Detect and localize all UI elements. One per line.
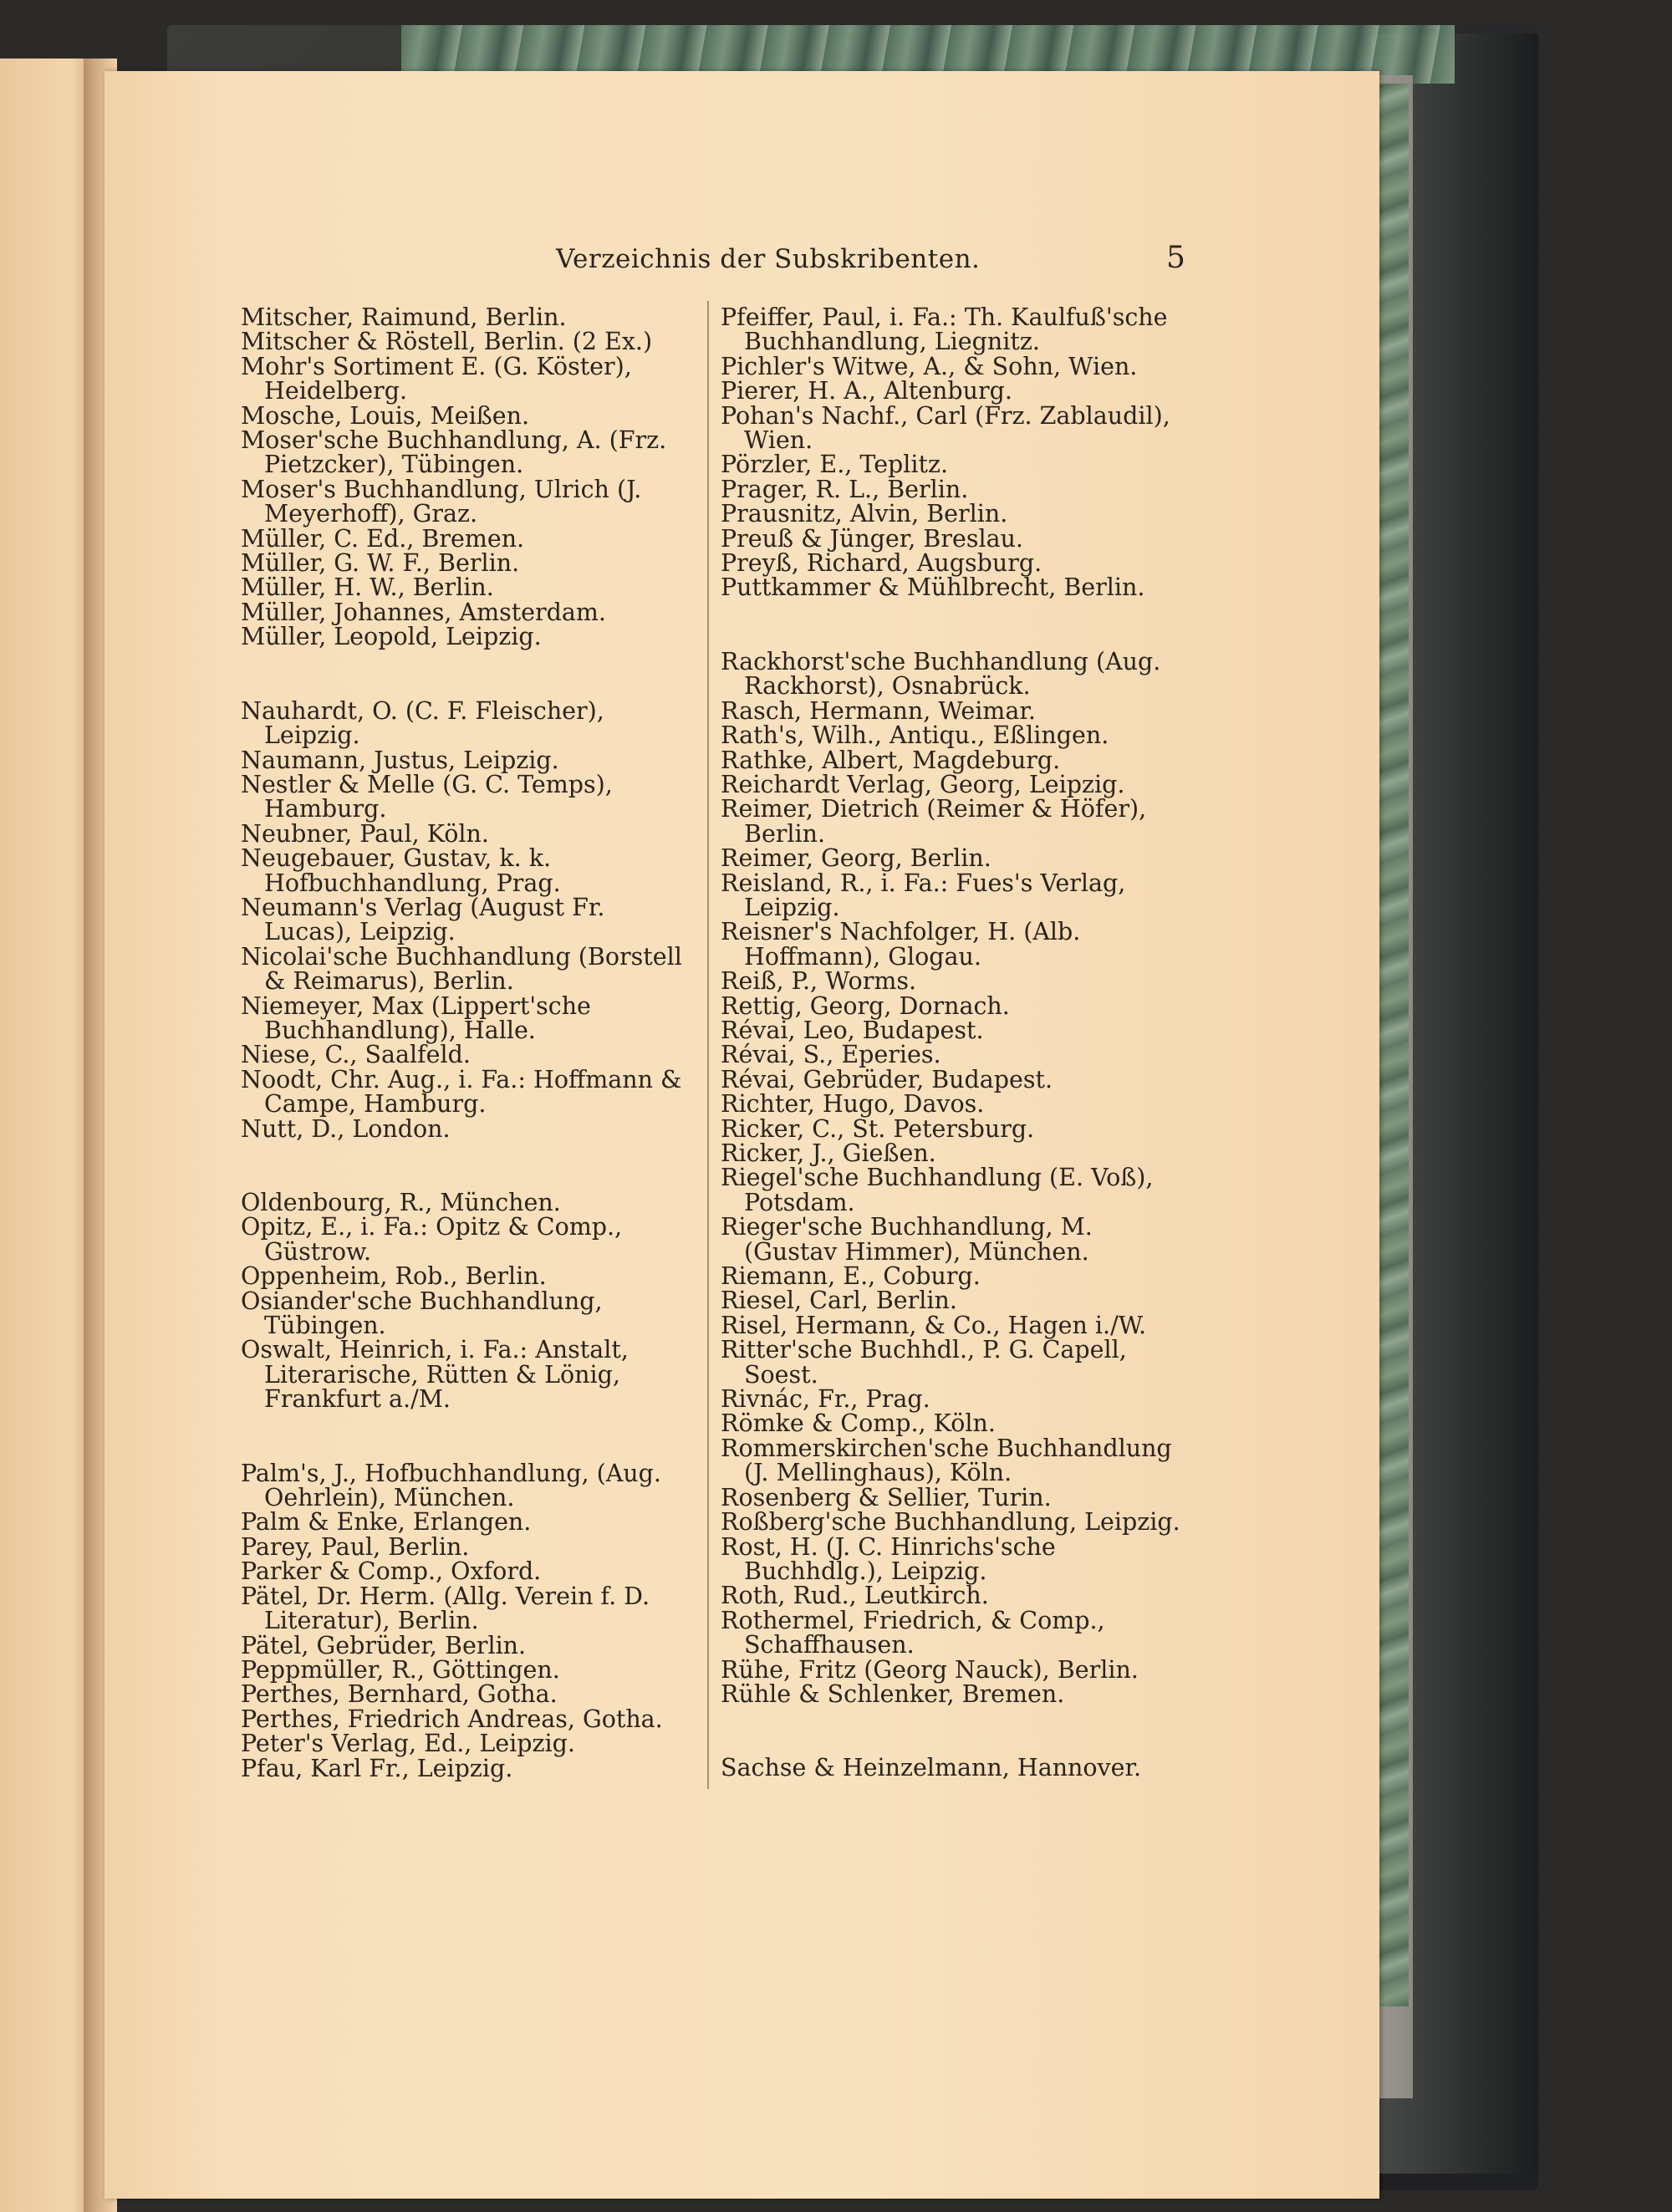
subscriber-entry: Puttkammer & Mühlbrecht, Berlin. <box>721 573 1145 602</box>
right-column <box>721 305 1193 1781</box>
subscriber-entry: Osiander'sche Buchhandlung, Tübingen. <box>241 1287 603 1340</box>
subscriber-entry: Parker & Comp., Oxford. <box>241 1557 542 1586</box>
subscriber-entry: Peter's Verlag, Ed., Leipzig. <box>241 1730 575 1758</box>
subscriber-entry: Rothermel, Friedrich, & Comp., Schaffhausen. <box>721 1606 1105 1659</box>
subscriber-entry: Richter, Hugo, Davos. <box>721 1090 985 1119</box>
subscriber-entry: Niese, C., Saalfeld. <box>241 1041 471 1069</box>
column-divider <box>707 301 709 1789</box>
subscriber-entry: Neubner, Paul, Köln. <box>241 819 489 848</box>
subscriber-entry: Riemann, E., Coburg. <box>721 1262 981 1291</box>
subscriber-entry: Müller, Johannes, Amsterdam. <box>241 598 606 626</box>
subscriber-entry: Neugebauer, Gustav, k. k. Hofbuchhandlung, Prag. <box>241 844 561 897</box>
subscriber-entry: Prager, R. L., Berlin. <box>721 475 969 503</box>
subscriber-entry: Riesel, Carl, Berlin. <box>721 1287 957 1315</box>
subscriber-entry: Perthes, Friedrich Andreas, Gotha. <box>241 1705 663 1733</box>
subscriber-entry: Perthes, Bernhard, Gotha. <box>241 1680 558 1709</box>
subscriber-entry: Pierer, H. A., Altenburg. <box>721 377 1012 405</box>
subscriber-entry: Opitz, E., i. Fa.: Opitz & Comp., Güstrow. <box>241 1213 623 1266</box>
subscriber-entry: Pätel, Gebrüder, Berlin. <box>241 1631 527 1659</box>
subscriber-entry: Rathke, Albert, Magdeburg. <box>721 746 1061 774</box>
subscriber-entry: Révai, S., Eperies. <box>721 1041 941 1069</box>
subscriber-entry: Reimer, Georg, Berlin. <box>721 844 991 873</box>
subscriber-entry: Riegel'sche Buchhandlung (E. Voß), Potsdam. <box>721 1164 1154 1216</box>
subscriber-entry: Reisland, R., i. Fa.: Fues's Verlag, Leipzig. <box>721 869 1126 921</box>
subscriber-entry: Müller, G. W. F., Berlin. <box>241 549 520 578</box>
subscriber-entry: Risel, Hermann, & Co., Hagen i./W. <box>721 1311 1147 1339</box>
subscriber-entry: Oswalt, Heinrich, i. Fa.: Anstalt, Literarische, Rütten & Lönig, Frankfurt a./M. <box>241 1336 629 1414</box>
section-gap <box>241 650 696 699</box>
section-gap <box>721 1706 1193 1756</box>
subscriber-entry: Ricker, J., Gießen. <box>721 1139 936 1167</box>
subscriber-entry: Rühe, Fritz (Georg Nauck), Berlin. <box>721 1655 1139 1684</box>
subscriber-entry: Reiß, P., Worms. <box>721 967 917 996</box>
section-gap <box>241 1141 696 1190</box>
subscriber-entry: Peppmüller, R., Göttingen. <box>241 1655 560 1684</box>
subscriber-entry: Parey, Paul, Berlin. <box>241 1532 470 1561</box>
subscriber-entry: Pfau, Karl Fr., Leipzig. <box>241 1754 513 1782</box>
subscriber-entry: Reichardt Verlag, Georg, Leipzig. <box>721 770 1125 798</box>
page-number: 5 <box>1166 241 1185 275</box>
page-header: Verzeichnis der Subskribenten. <box>556 244 981 274</box>
subscriber-entry: Neumann's Verlag (August Fr. Lucas), Leipzig. <box>241 893 605 946</box>
subscriber-entry: Rivnác, Fr., Prag. <box>721 1385 930 1414</box>
subscriber-entry: Pätel, Dr. Herm. (Allg. Verein f. D. Literatur), Berlin. <box>241 1582 650 1635</box>
subscriber-entry: Mitscher & Röstell, Berlin. (2 Ex.) <box>241 328 653 356</box>
subscriber-entry: Palm & Enke, Erlangen. <box>241 1508 532 1537</box>
subscriber-entry: Révai, Gebrüder, Budapest. <box>721 1065 1053 1093</box>
subscriber-entry: Oppenheim, Rob., Berlin. <box>241 1262 547 1291</box>
subscriber-entry: Nestler & Melle (G. C. Temps), Hamburg. <box>241 770 613 823</box>
subscriber-entry: Pohan's Nachf., Carl (Frz. Zablaudil), Wien. <box>721 401 1170 455</box>
subscriber-entry: Rasch, Hermann, Weimar. <box>721 696 1036 725</box>
subscriber-entry: Noodt, Chr. Aug., i. Fa.: Hoffmann & Campe, Hamburg. <box>241 1065 682 1119</box>
subscriber-entry: Mohr's Sortiment E. (G. Köster), Heidelberg. <box>241 352 632 405</box>
subscriber-entry: Preyß, Richard, Augsburg. <box>721 549 1042 578</box>
subscriber-entry: Rieger'sche Buchhandlung, M. (Gustav Himmer), München. <box>721 1213 1093 1266</box>
subscriber-entry: Rackhorst'sche Buchhandlung (Aug. Rackhorst), Osnabrück. <box>721 647 1161 701</box>
subscriber-entry: Rost, H. (J. C. Hinrichs'sche Buchhdlg.), Leipzig. <box>721 1532 1056 1585</box>
left-column <box>241 305 696 1781</box>
subscriber-entry: Moser's Buchhandlung, Ulrich (J. Meyerhoff), Graz. <box>241 475 642 528</box>
subscriber-entry: Roßberg'sche Buchhandlung, Leipzig. <box>721 1508 1180 1537</box>
subscriber-entry: Rettig, Georg, Dornach. <box>721 991 1010 1020</box>
subscriber-entry: Rath's, Wilh., Antiqu., Eßlingen. <box>721 721 1109 750</box>
subscriber-entry: Naumann, Justus, Leipzig. <box>241 746 559 774</box>
subscriber-entry: Mitscher, Raimund, Berlin. <box>241 303 567 331</box>
subscriber-entry: Roth, Rud., Leutkirch. <box>721 1582 989 1610</box>
subscriber-entry: Nutt, D., London. <box>241 1114 451 1143</box>
subscriber-entry: Reisner's Nachfolger, H. (Alb. Hoffmann), Glogau. <box>721 918 1081 971</box>
subscriber-entry: Pfeiffer, Paul, i. Fa.: Th. Kaulfuß'sche Buchhandlung, Liegnitz. <box>721 303 1168 356</box>
subscriber-entry: Nicolai'sche Buchhandlung (Borstell & Reimarus), Berlin. <box>241 942 682 996</box>
subscriber-entry: Sachse & Heinzelmann, Hannover. <box>721 1754 1142 1782</box>
subscriber-entry: Ritter'sche Buchhdl., P. G. Capell, Soest. <box>721 1336 1127 1389</box>
subscriber-entry: Pörzler, E., Teplitz. <box>721 451 949 479</box>
section-gap <box>721 600 1193 650</box>
subscriber-entry: Preuß & Jünger, Breslau. <box>721 524 1023 553</box>
subscriber-entry: Moser'sche Buchhandlung, A. (Frz. Pietzcker), Tübingen. <box>241 426 667 479</box>
subscriber-entry: Nauhardt, O. (C. F. Fleischer), Leipzig. <box>241 696 604 750</box>
section-gap <box>241 1412 696 1461</box>
subscriber-entry: Müller, Leopold, Leipzig. <box>241 623 542 651</box>
subscriber-entry: Rühle & Schlenker, Bremen. <box>721 1679 1065 1708</box>
subscriber-entry: Palm's, J., Hofbuchhandlung, (Aug. Oehrlein), München. <box>241 1459 661 1512</box>
subscriber-entry: Ricker, C., St. Petersburg. <box>721 1114 1035 1143</box>
subscriber-entry: Prausnitz, Alvin, Berlin. <box>721 500 1008 528</box>
subscriber-entry: Pichler's Witwe, A., & Sohn, Wien. <box>721 352 1138 380</box>
subscriber-entry: Rosenberg & Sellier, Turin. <box>721 1483 1052 1511</box>
subscriber-entry: Müller, H. W., Berlin. <box>241 573 494 602</box>
subscriber-entry: Niemeyer, Max (Lippert'sche Buchhandlung), Halle. <box>241 991 591 1044</box>
subscriber-entry: Römke & Comp., Köln. <box>721 1409 996 1438</box>
subscriber-entry: Rommerskirchen'sche Buchhandlung (J. Mellinghaus), Köln. <box>721 1434 1172 1487</box>
subscriber-entry: Reimer, Dietrich (Reimer & Höfer), Berlin. <box>721 795 1147 848</box>
subscriber-entry: Révai, Leo, Budapest. <box>721 1016 984 1044</box>
subscriber-entry: Mosche, Louis, Meißen. <box>241 401 530 430</box>
subscriber-entry: Oldenbourg, R., München. <box>241 1189 561 1216</box>
subscriber-entry: Müller, C. Ed., Bremen. <box>241 524 525 553</box>
